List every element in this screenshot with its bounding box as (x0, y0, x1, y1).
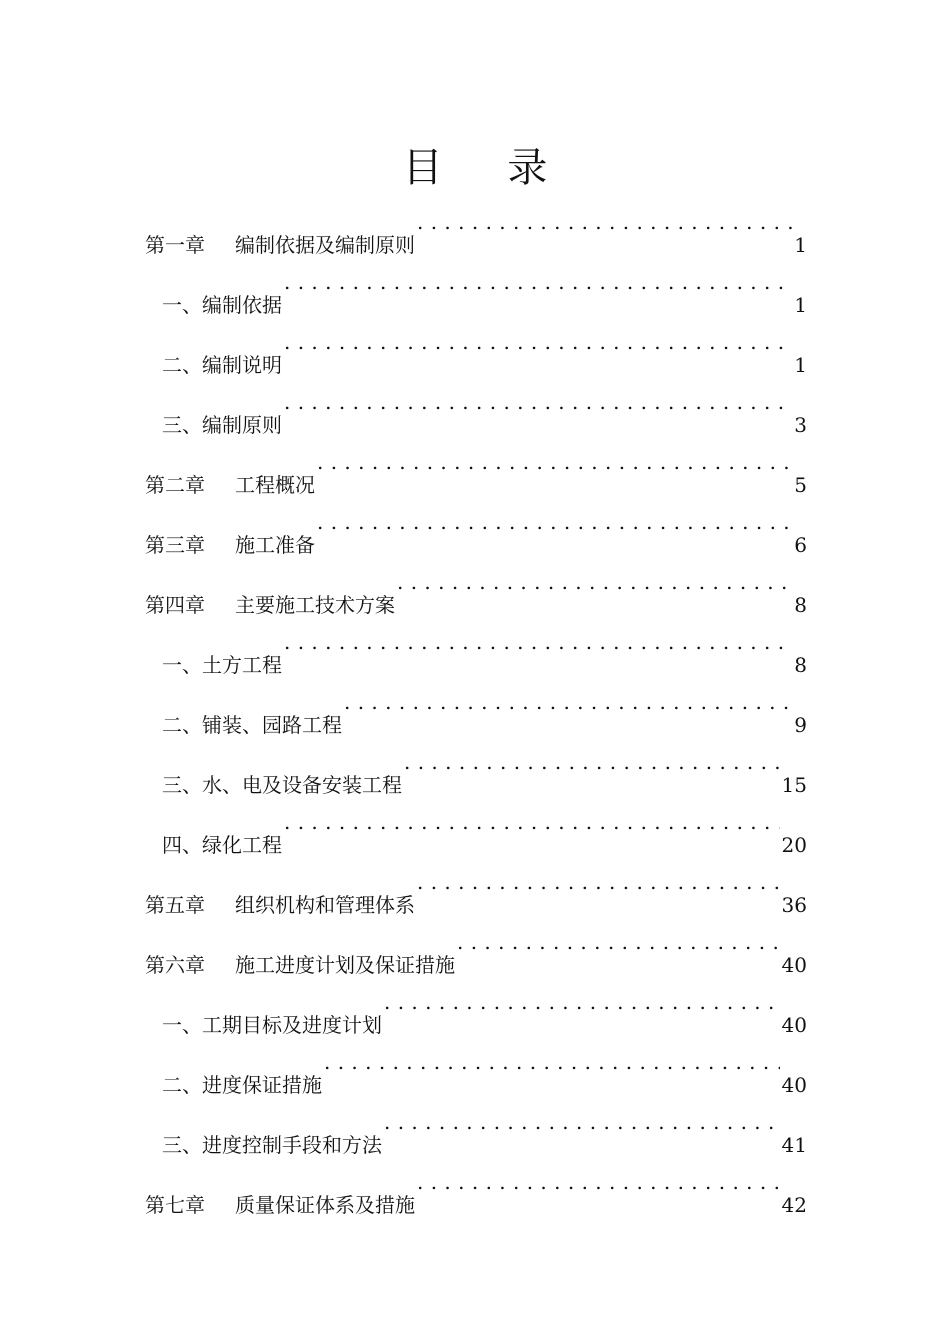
page-number: 42 (781, 1193, 807, 1217)
chapter-label: 第六章 (145, 953, 205, 977)
chapter-label: 第三章 (145, 533, 205, 557)
dot-leader (284, 612, 792, 672)
chapter-label: 第七章 (145, 1193, 205, 1217)
entry-text: 主要施工技术方案 (235, 593, 395, 617)
dot-leader (284, 252, 792, 312)
entry-text: 施工准备 (235, 533, 315, 557)
chapter-label: 第五章 (145, 893, 205, 917)
page-number: 8 (794, 593, 807, 617)
page-number: 15 (781, 773, 807, 797)
page-number: 40 (781, 953, 807, 977)
entry-text: 三、编制原则 (162, 413, 282, 437)
entry-text: 三、水、电及设备安装工程 (162, 773, 402, 797)
dot-leader (284, 792, 780, 852)
dot-leader (417, 1152, 780, 1212)
chapter-label: 第四章 (145, 593, 205, 617)
dot-leader (317, 492, 792, 552)
page-number: 1 (794, 353, 807, 377)
toc-title: 目 录 (402, 145, 574, 191)
page-number: 40 (781, 1073, 807, 1097)
table-of-contents (145, 192, 807, 1217)
entry-text: 一、工期目标及进度计划 (162, 1013, 382, 1037)
entry-text: 质量保证体系及措施 (235, 1193, 415, 1217)
page-number: 40 (781, 1013, 807, 1037)
dot-leader (284, 312, 792, 372)
entry-text: 三、进度控制手段和方法 (162, 1133, 382, 1157)
dot-leader (317, 432, 792, 492)
dot-leader (344, 672, 792, 732)
dot-leader (384, 1092, 780, 1152)
dot-leader (417, 192, 792, 252)
dot-leader (457, 912, 780, 972)
chapter-label: 第一章 (145, 233, 205, 257)
dot-leader (324, 1032, 780, 1092)
dot-leader (384, 972, 780, 1032)
entry-text: 工程概况 (235, 473, 315, 497)
entry-text: 施工进度计划及保证措施 (235, 953, 455, 977)
dot-leader (284, 372, 792, 432)
page-number: 3 (794, 413, 807, 437)
entry-text: 二、进度保证措施 (162, 1073, 322, 1097)
entry-text: 一、编制依据 (162, 293, 282, 317)
page-number: 5 (794, 473, 807, 497)
page-number: 41 (781, 1133, 807, 1157)
dot-leader (397, 552, 792, 612)
page-number: 9 (794, 713, 807, 737)
page-number: 20 (781, 833, 807, 857)
page-number: 1 (794, 233, 807, 257)
toc-entry-chapter-1[interactable] (145, 192, 807, 257)
entry-text: 一、土方工程 (162, 653, 282, 677)
chapter-label: 第二章 (145, 473, 205, 497)
entry-text: 四、绿化工程 (162, 833, 282, 857)
page-number: 8 (794, 653, 807, 677)
page-number: 1 (794, 293, 807, 317)
dot-leader (417, 852, 780, 912)
entry-text: 二、铺装、园路工程 (162, 713, 342, 737)
entry-text: 组织机构和管理体系 (235, 893, 415, 917)
dot-leader (404, 732, 780, 792)
entry-text: 编制依据及编制原则 (235, 233, 415, 257)
page-number: 6 (794, 533, 807, 557)
entry-text: 二、编制说明 (162, 353, 282, 377)
page-number: 36 (781, 893, 807, 917)
